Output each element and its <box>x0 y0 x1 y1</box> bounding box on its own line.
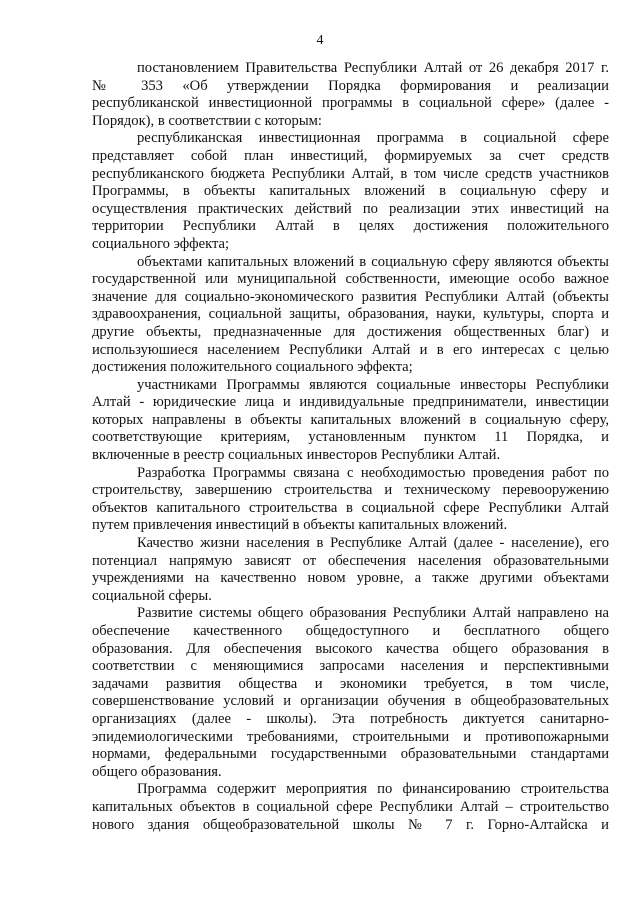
text-line: организациях (далее - школы). Эта потребность диктуется санитарно- <box>92 710 609 727</box>
text-line: соответствующие критериям, установленным пунктом 11 Порядка, и <box>92 429 609 446</box>
text-line: эпидемиологическими требованиями, строительными и противопожарными <box>92 728 609 745</box>
text-line: социальной сферы. <box>92 587 212 604</box>
page-number: 4 <box>316 33 324 48</box>
text-line: общего образования. <box>92 763 222 780</box>
text-line: объектами капитальных вложений в социальную сферу являются объекты <box>137 253 609 270</box>
text-line: образования. Для обеспечения высокого качества общего образования в <box>92 640 609 657</box>
text-line: Разработка Программы связана с необходимостью проведения работ по <box>137 464 609 481</box>
text-line: осуществления практических действий по реализации этих инвестиций на <box>92 200 609 217</box>
text-line: социального эффекта; <box>92 235 230 252</box>
text-line: территории Республики Алтай в целях достижения положительного <box>92 218 609 235</box>
text-line: участниками Программы являются социальные инвесторы Республики <box>137 376 609 393</box>
text-line: объектов капитального строительства в социальной сфере Республики Алтай <box>92 499 609 516</box>
text-line: совершенствование условий и организации обучения в общеобразовательных <box>92 693 609 710</box>
text-line: нормами, федеральными государственными образовательными стандартами <box>92 746 609 763</box>
text-line: здравоохранения, социальной защиты, образования, науки, культуры, спорта и <box>92 306 609 323</box>
text-line: № 353 «Об утверждении Порядка формирования и реализации <box>92 77 609 94</box>
text-line: Качество жизни населения в Республике Алтай (далее - население), его <box>137 535 609 552</box>
text-line: другие объекты, предназначенные для достижения общественных благ) и <box>92 323 609 340</box>
paragraph-p2 <box>92 130 609 253</box>
paragraph-p7 <box>92 605 609 781</box>
text-line: которых направлены в объекты капитальных вложений в социальную сферу, <box>92 411 609 428</box>
text-line: постановлением Правительства Республики Алтай от 26 декабря 2017 г. <box>137 60 609 76</box>
text-line: строительству, завершению строительства и техническому перевооружению <box>92 482 609 499</box>
text-line: республиканской инвестиционной программы в социальной сфере» (далее - <box>92 95 609 112</box>
text-line: учреждениями на качественно новом уровне, а также другими объектами <box>92 570 609 587</box>
text-line: задачами развития общества и экономики требуется, в том числе, <box>92 675 609 692</box>
text-line: Программа содержит мероприятия по финансированию строительства <box>137 781 609 798</box>
text-line: путем привлечения инвестиций в объекты капитальных вложений. <box>92 517 508 534</box>
paragraph-p4 <box>92 377 609 465</box>
text-line: используюшиеся населением Республики Алтай и в его интересах с целью <box>92 341 609 358</box>
text-line: Программы, в объекты капитальных вложений в социальную сферу и <box>92 183 609 200</box>
text-line: Порядок), в соответствии с которым: <box>92 112 322 129</box>
text-line: государственной или муниципальной собственности, имеющие особо важное <box>92 271 609 288</box>
text-line: представляет собой план инвестиций, формируемых за счет средств <box>92 147 609 164</box>
text-line: Алтай - юридические лица и индивидуальные предприниматели, инвестиции <box>92 394 609 411</box>
text-line: нового здания общеобразовательной школы № 7 г. Горно-Алтайска и <box>92 816 609 833</box>
text-line: республиканская инвестиционная программа в социальной сфере <box>137 130 609 147</box>
text-line: достижения положительного социального эффекта; <box>92 359 413 376</box>
paragraph-p8 <box>92 781 609 834</box>
text-line: республиканского бюджета Республики Алтай, в том числе средств участников <box>92 165 609 182</box>
text-line: значение для социально-экономического развития Республики Алтай (объекты <box>92 288 609 305</box>
document-body <box>92 60 609 834</box>
paragraph-p6 <box>92 535 609 605</box>
text-line: включенные в реестр социальных инвесторов Республики Алтай. <box>92 447 501 464</box>
text-line: соответствии с меняющимися запросами населения и перспективными <box>92 658 609 675</box>
text-line: капитальных объектов в социальной сфере Республики Алтай – строительство <box>92 798 609 815</box>
text-line: потенциал напрямую зависят от обеспечения населения образовательными <box>92 552 609 569</box>
paragraph-p3 <box>92 254 609 377</box>
text-line: Развитие системы общего образования Республики Алтай направлено на <box>137 605 609 622</box>
text-line: обеспечение качественного общедоступного и бесплатного общего <box>92 623 609 639</box>
paragraph-p5 <box>92 465 609 535</box>
paragraph-p1 <box>92 60 609 130</box>
